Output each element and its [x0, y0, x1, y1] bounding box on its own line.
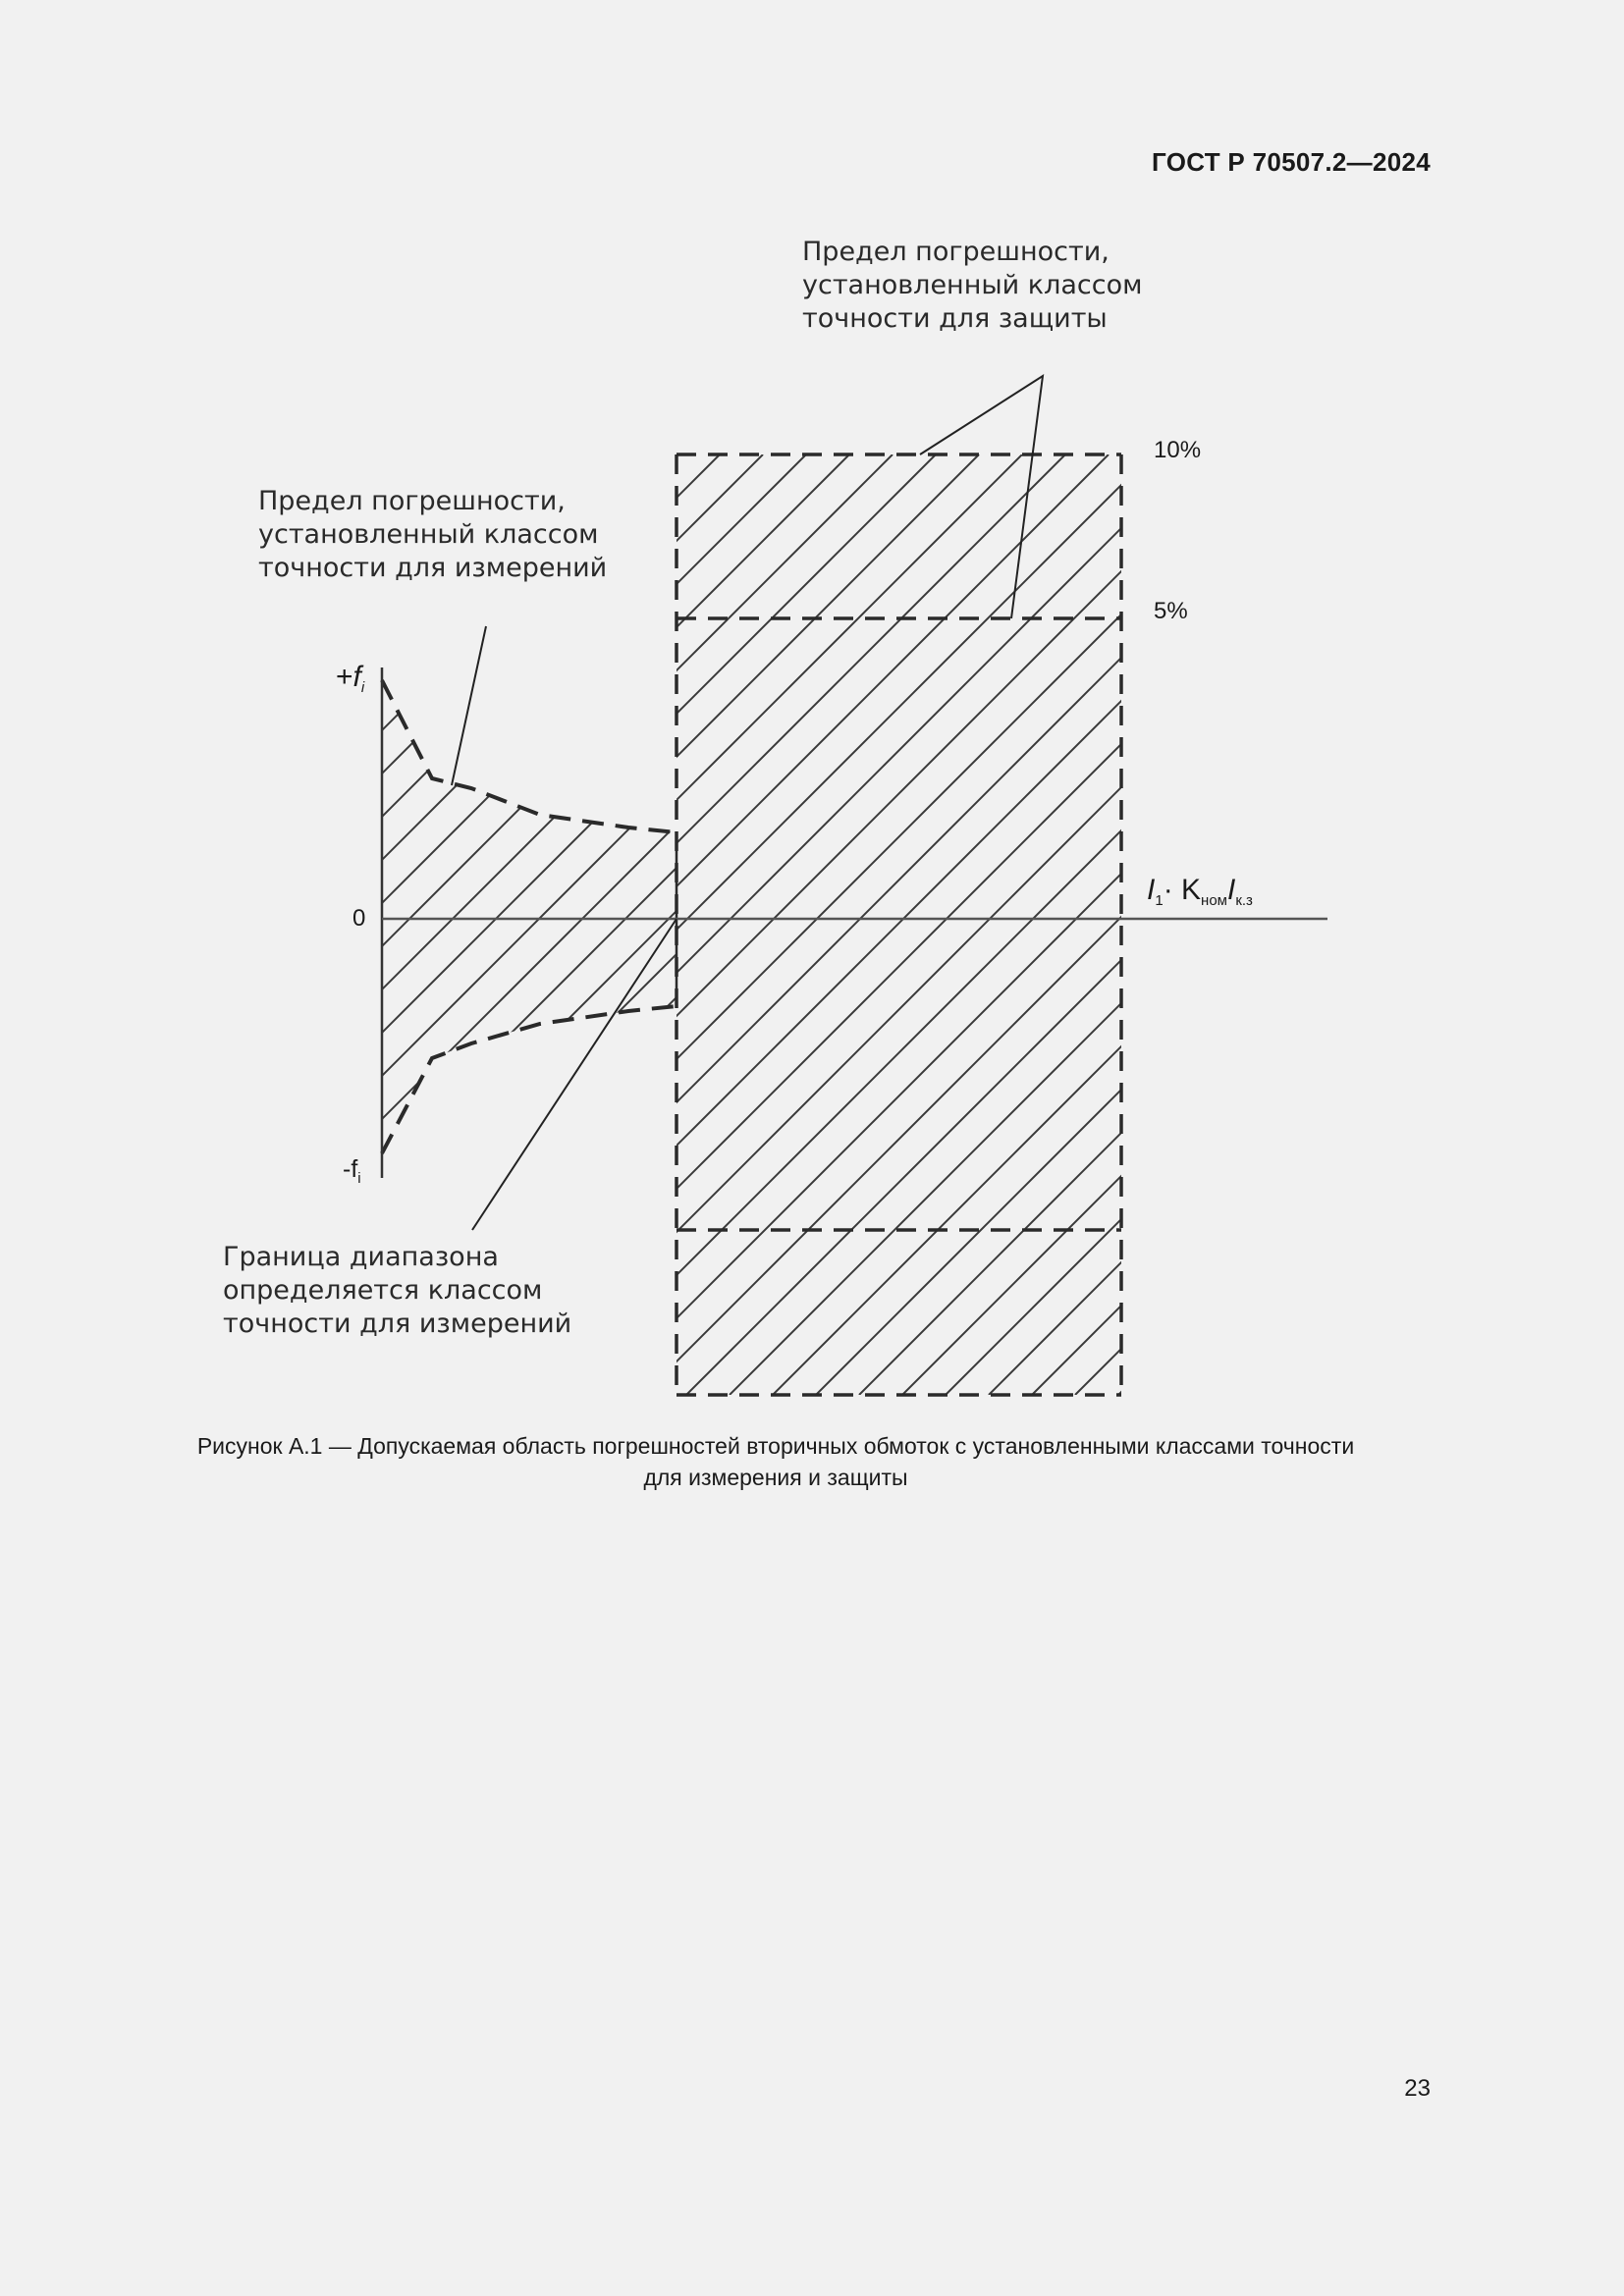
measurement-limit-callout: Предел погрешности, установленный классом точности для измерений	[258, 486, 608, 583]
hatch-line	[816, 454, 1624, 1395]
x-axis-label: $I_1\cdot K_{ном}I_{к.з}$	[1147, 874, 1253, 909]
measurement-limit-curves	[382, 680, 677, 1153]
hatch-line	[686, 454, 1624, 1395]
hatch-line	[557, 454, 1497, 1395]
plus-fi-label: $+f_i$	[336, 661, 365, 696]
document-header: ГОСТ Р 70507.2—2024	[1152, 147, 1431, 177]
hatch-line	[946, 454, 1624, 1395]
hatch-line	[1118, 454, 1624, 1395]
hatch-line	[514, 454, 1454, 1395]
minus-fi-label: $-f_i$	[343, 1155, 361, 1187]
figure-caption: Рисунок А.1 — Допускаемая область погрешностей вторичных обмоток с установленными классами точности для измерения и защиты	[196, 1433, 1355, 1490]
ten-percent-label: 10%	[1154, 437, 1202, 463]
hatch-line	[989, 454, 1624, 1395]
range-boundary-callout: Граница диапазона определяется классом точности для измерений	[223, 1242, 572, 1339]
hatch-line	[643, 454, 1584, 1395]
protection-limit-callout: Предел погрешности, установленный классом точности для защиты	[802, 237, 1143, 334]
hatch-line	[0, 677, 435, 1158]
hatch-line	[600, 454, 1541, 1395]
hatch-line	[470, 454, 1411, 1395]
hatch-line	[0, 677, 392, 1158]
hatch-line	[730, 454, 1624, 1395]
five-percent-label: 5%	[1154, 598, 1188, 624]
hatch-line	[773, 454, 1624, 1395]
page-number: 23	[1404, 2075, 1431, 2102]
zero-label: 0	[352, 905, 366, 932]
hatch-line	[859, 454, 1624, 1395]
hatch-line	[1075, 454, 1624, 1395]
